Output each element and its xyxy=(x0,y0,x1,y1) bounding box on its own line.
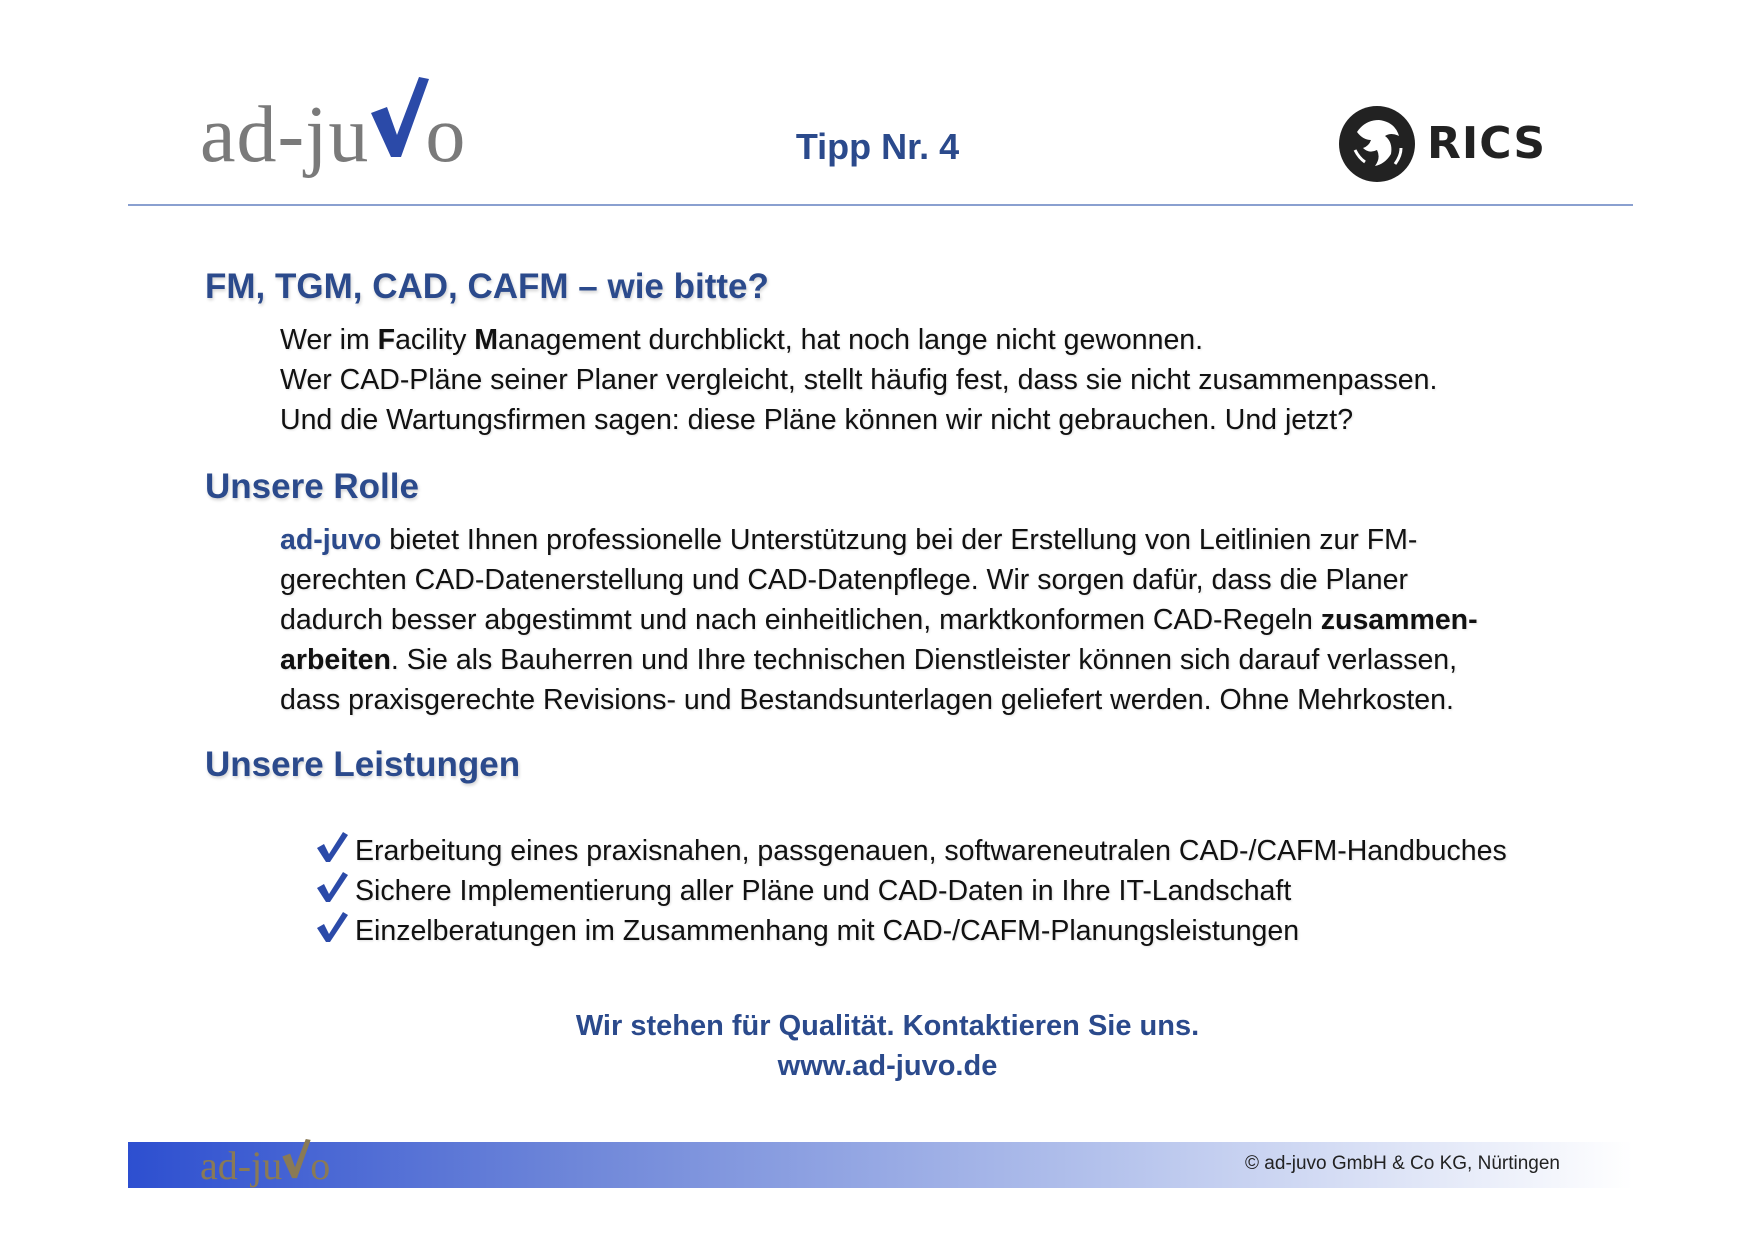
rics-logo xyxy=(1335,102,1565,186)
role-line-3 xyxy=(280,600,1478,640)
services-heading: Unsere Leistungen xyxy=(205,745,521,784)
footer-logo-suffix: o xyxy=(310,1143,331,1188)
role-line-4 xyxy=(280,640,1478,680)
checkmark-icon xyxy=(315,830,349,864)
role-line-5: dass praxisgerechte Revisions- und Bestandsunterlagen geliefert werden. Ohne Mehrkosten. xyxy=(280,684,1454,716)
role-heading: Unsere Rolle xyxy=(205,467,419,506)
bold-letter-m: M xyxy=(474,324,498,356)
role-line-2: gerechten CAD-Datenerstellung und CAD-Datenpflege. Wir sorgen dafür, dass die Planer xyxy=(280,564,1408,596)
bold-text: arbeiten xyxy=(280,644,391,676)
logo-text-prefix: ad-ju xyxy=(200,91,370,179)
page-title: Tipp Nr. 4 xyxy=(795,126,960,167)
intro-line-1 xyxy=(280,320,1437,360)
brand-name: ad-juvo xyxy=(280,524,382,556)
intro-heading: FM, TGM, CAD, CAFM – wie bitte? xyxy=(205,267,769,306)
intro-line-2: Wer CAD-Pläne seiner Planer vergleicht, stellt häufig fest, dass sie nicht zusammenpassen. xyxy=(280,364,1438,396)
header-divider xyxy=(128,204,1633,206)
list-item xyxy=(315,830,1507,870)
list-item xyxy=(315,910,1507,950)
logo-text-suffix: o xyxy=(425,91,467,179)
text: Wer im xyxy=(280,324,378,356)
footer-logo-prefix: ad-ju xyxy=(200,1143,283,1188)
footer-logo xyxy=(200,1143,331,1188)
text: anagement durchblickt, hat noch lange nicht gewonnen. xyxy=(498,324,1204,356)
intro-line-3: Und die Wartungsfirmen sagen: diese Pläne können wir nicht gebrauchen. Und jetzt? xyxy=(280,404,1354,436)
bold-letter-f: F xyxy=(377,324,396,356)
services-list xyxy=(315,830,1507,950)
list-item-text: Sichere Implementierung aller Pläne und CAD-Daten in Ihre IT-Landschaft xyxy=(355,875,1292,907)
text: bietet Ihnen professionelle Unterstützung bei der Erstellung von Leitlinien zur FM- xyxy=(381,524,1418,556)
rics-text: RICS xyxy=(1427,118,1547,169)
bold-text: zusammen- xyxy=(1320,604,1478,636)
checkmark-v-icon xyxy=(282,1151,310,1181)
copyright-text: © ad-juvo GmbH & Co KG, Nürtingen xyxy=(1245,1153,1560,1174)
role-line-1 xyxy=(280,520,1478,560)
role-paragraph xyxy=(280,520,1478,720)
closing-statement: Wir stehen für Qualität. Kontaktieren Sie uns. xyxy=(575,1010,1200,1042)
text: acility xyxy=(395,324,475,356)
text: dadurch besser abgestimmt und nach einheitlichen, marktkonformen CAD-Regeln xyxy=(280,604,1321,636)
website-link[interactable]: www.ad-juvo.de xyxy=(777,1050,998,1082)
list-item-text: Erarbeitung eines praxisnahen, passgenauen, softwareneutralen CAD-/CAFM-Handbuches xyxy=(355,835,1507,867)
checkmark-icon xyxy=(315,870,349,904)
list-item xyxy=(315,870,1507,910)
lion-emblem-icon xyxy=(1335,102,1419,186)
intro-paragraph xyxy=(280,320,1437,440)
text: . Sie als Bauherren und Ihre technischen Dienstleister können sich darauf verlassen, xyxy=(390,644,1458,676)
checkmark-icon xyxy=(315,910,349,944)
list-item-text: Einzelberatungen im Zusammenhang mit CAD-/CAFM-Planungsleistungen xyxy=(355,915,1300,947)
